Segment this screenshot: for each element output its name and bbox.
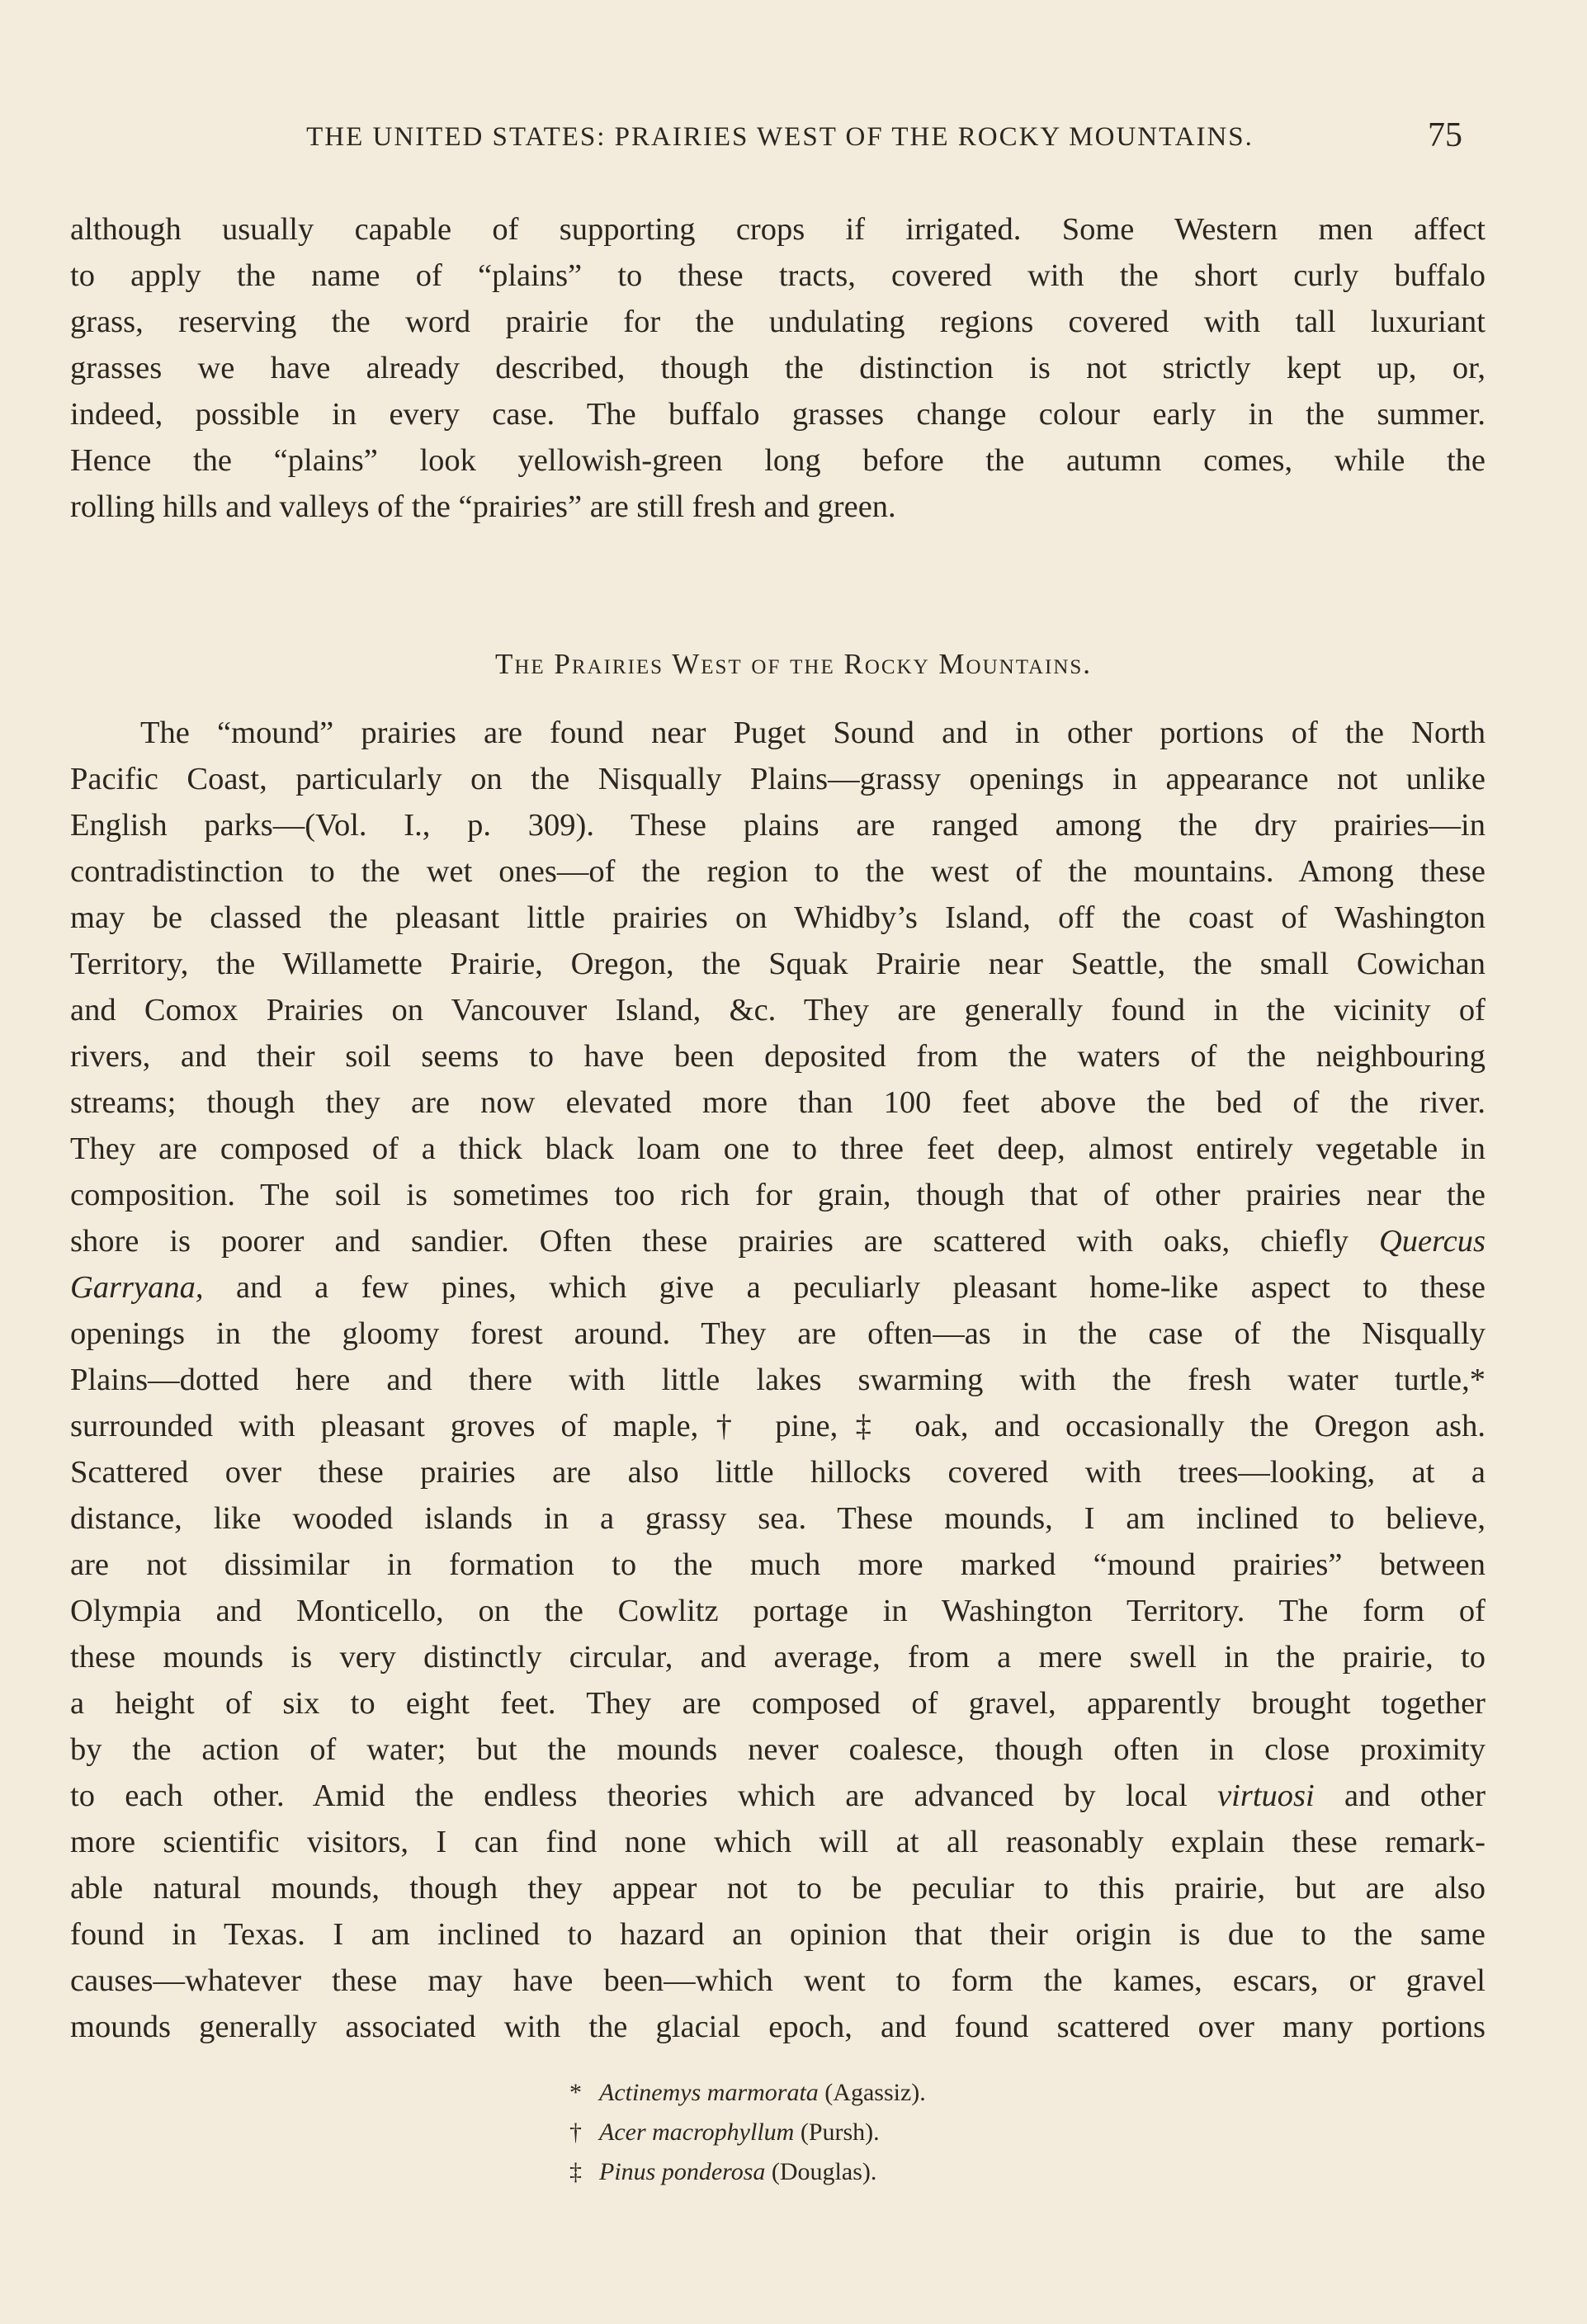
paragraph-continued: [70, 206, 1485, 530]
text-line: found in Texas. I am inclined to hazard an opinion that their origin is due to the same: [70, 1917, 1485, 1952]
paragraph-mound-prairies: [70, 710, 1485, 2050]
text-line: [70, 1264, 1485, 1311]
text-line: and Comox Prairies on Vancouver Island, &c. They are generally found in the vicinity of: [70, 993, 1485, 1027]
text-segment: to each other. Amid the endless theories which are advanced by local: [70, 1778, 1188, 1813]
italic-species-name: Quercus: [1378, 1224, 1486, 1259]
text-segment: and a few pines, which give a peculiarly pleasant home-like aspect to these: [235, 1270, 1486, 1305]
text-line: able natural mounds, though they appear not to be peculiar to this prairie, but are also: [70, 1871, 1485, 1906]
footnote-mark: †: [569, 2119, 582, 2146]
text-line: Scattered over these prairies are also little hillocks covered with trees—looking, at a: [70, 1455, 1485, 1490]
footnotes: [569, 2073, 1230, 2192]
text-line: [70, 1773, 1485, 1819]
text-line: grasses we have already described, though the distinction is not strictly kept up, or,: [70, 351, 1485, 385]
text-line: Territory, the Willamette Prairie, Oregon, the Squak Prairie near Seattle, the small Cowichan: [70, 947, 1485, 981]
text-line: openings in the gloomy forest around. They are often—as in the case of the Nisqually: [70, 1316, 1485, 1351]
footnote-mark: ‡: [569, 2158, 582, 2185]
text-line: Olympia and Monticello, on the Cowlitz portage in Washington Territory. The form of: [70, 1594, 1485, 1628]
text-segment: and other: [1344, 1778, 1486, 1813]
text-line: may be classed the pleasant little prairies on Whidby’s Island, off the coast of Washington: [70, 900, 1485, 935]
text-line: English parks—(Vol. I., p. 309). These plains are ranged among the dry prairies—in: [70, 808, 1485, 843]
text-line: composition. The soil is sometimes too rich for grain, though that of other prairies near the: [70, 1178, 1485, 1212]
footnote: [569, 2113, 1230, 2152]
running-title: THE UNITED STATES: PRAIRIES WEST OF THE ROCKY MOUNTAINS.: [306, 122, 1254, 152]
text-line: a height of six to eight feet. They are composed of gravel, apparently brought together: [70, 1686, 1485, 1721]
text-line: by the action of water; but the mounds never coalesce, though often in close proximity: [70, 1732, 1485, 1767]
footnote-species: Actinemys marmorata: [599, 2079, 819, 2106]
footnote-species: Pinus ponderosa: [599, 2158, 766, 2185]
text-line: mounds generally associated with the glacial epoch, and found scattered over many portions: [70, 2010, 1485, 2044]
italic-word: virtuosi: [1217, 1778, 1315, 1813]
text-line: [70, 1218, 1485, 1264]
text-segment: shore is poorer and sandier. Often these prairies are scattered with oaks, chiefly: [70, 1224, 1348, 1259]
text-line: Hence the “plains” look yellowish-green long before the autumn comes, while the: [70, 443, 1485, 478]
text-line: Plains—dotted here and there with little lakes swarming with the fresh water turtle,*: [70, 1363, 1485, 1397]
footnote-species: Acer macrophyllum: [599, 2119, 795, 2146]
text-line: rivers, and their soil seems to have been deposited from the waters of the neighbouring: [70, 1039, 1485, 1074]
text-line: grass, reserving the word prairie for the undulating regions covered with tall luxuriant: [70, 305, 1485, 339]
text-line: streams; though they are now elevated more than 100 feet above the bed of the river.: [70, 1085, 1485, 1120]
text-line: more scientific visitors, I can find none which will at all reasonably explain these remark-: [70, 1825, 1485, 1859]
text-line: indeed, possible in every case. The buffalo grasses change colour early in the summer.: [70, 397, 1485, 432]
text-line: distance, like wooded islands in a grassy sea. These mounds, I am inclined to believe,: [70, 1501, 1485, 1536]
footnote-author: (Douglas).: [771, 2158, 877, 2185]
text-line: rolling hills and valleys of the “prairies” are still fresh and green.: [70, 489, 896, 524]
text-line: these mounds is very distinctly circular, and average, from a mere swell in the prairie, to: [70, 1640, 1485, 1675]
footnote: [569, 2073, 1230, 2113]
text-line: The “mound” prairies are found near Puget Sound and in other portions of the North: [140, 716, 1485, 750]
section-heading: The Prairies West of the Rocky Mountains.: [494, 648, 1093, 680]
page-number: 75: [1428, 116, 1462, 154]
footnote-mark: *: [569, 2079, 582, 2106]
text-line: contradistinction to the wet ones—of the region to the west of the mountains. Among these: [70, 854, 1485, 889]
text-line: causes—whatever these may have been—which went to form the kames, escars, or gravel: [70, 1963, 1485, 1998]
text-line: are not dissimilar in formation to the much more marked “mound prairies” between: [70, 1547, 1485, 1582]
text-line: to apply the name of “plains” to these tracts, covered with the short curly buffalo: [70, 258, 1485, 293]
text-line: although usually capable of supporting crops if irrigated. Some Western men affect: [70, 212, 1485, 247]
footnote-author: (Agassiz).: [824, 2079, 926, 2106]
footnote: [569, 2152, 1230, 2192]
footnote-author: (Pursh).: [800, 2119, 880, 2146]
text-line: Pacific Coast, particularly on the Nisqually Plains—grassy openings in appearance not unlike: [70, 762, 1485, 796]
italic-species-name: Garryana,: [70, 1270, 204, 1305]
text-line: surrounded with pleasant groves of maple,† pine,‡ oak, and occasionally the Oregon ash.: [70, 1409, 1485, 1443]
text-line: They are composed of a thick black loam one to three feet deep, almost entirely vegetable in: [70, 1131, 1485, 1166]
